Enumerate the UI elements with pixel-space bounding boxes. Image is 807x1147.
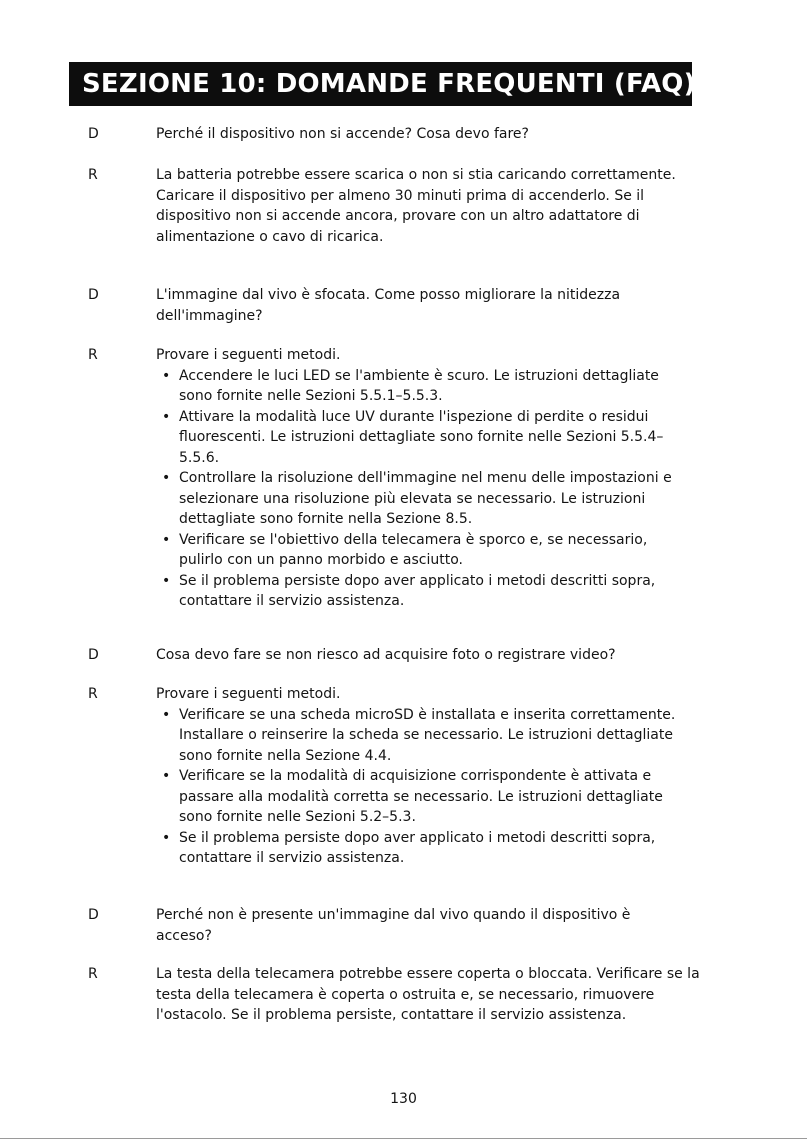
bullet-text: Controllare la risoluzione dell'immagine nel menu delle impostazioni e selezionare una risoluzione più elevata se necessario. Le istruzioni dettagliate sono fornite nella Sezione 8.5. — [179, 470, 672, 527]
bullet-item — [156, 407, 686, 469]
bullet-icon: • — [162, 531, 171, 548]
bullet-item — [156, 828, 694, 869]
page-bottom-rule — [0, 1138, 807, 1139]
answer-tag: R — [88, 347, 98, 363]
bullet-icon: • — [162, 367, 171, 384]
answer-tag: R — [88, 167, 98, 183]
bullet-text: Verificare se l'obiettivo della telecamera è sporco e, se necessario, pulirlo con un panno morbido e asciutto. — [179, 531, 648, 568]
bullet-icon: • — [162, 408, 171, 425]
bullet-item — [156, 530, 686, 571]
answer-tag: R — [88, 966, 98, 982]
answer-text: La testa della telecamera potrebbe essere coperta o bloccata. Verificare se la testa della telecamera è coperta o ostruita e, se necessario, rimuovere l'ostacolo. Se il problema persiste, contattare il servizio assistenza. — [156, 966, 700, 1023]
bullet-list — [156, 366, 686, 612]
question-tag: D — [88, 126, 99, 142]
bullet-icon: • — [162, 706, 171, 723]
question-tag: D — [88, 907, 99, 923]
bullet-text: Verificare se la modalità di acquisizione corrispondente è attivata e passare alla modalità corretta se necessario. Le istruzioni dettagliate sono fornite nelle Sezioni 5.2–5.3. — [179, 768, 663, 825]
answer-tag: R — [88, 686, 98, 702]
bullet-icon: • — [162, 572, 171, 589]
answer-body — [156, 684, 694, 869]
section-title: SEZIONE 10: DOMANDE FREQUENTI (FAQ) — [69, 62, 692, 106]
bullet-item — [156, 366, 686, 407]
bullet-text: Accendere le luci LED se l'ambiente è scuro. Le istruzioni dettagliate sono fornite nelle Sezioni 5.5.1–5.5.3. — [179, 367, 659, 404]
answer-intro: Provare i seguenti metodi. — [156, 686, 341, 702]
bullet-item — [156, 571, 686, 612]
bullet-item — [156, 468, 686, 530]
question-tag: D — [88, 287, 99, 303]
answer-intro: Provare i seguenti metodi. — [156, 347, 341, 363]
question-text: L'immagine dal vivo è sfocata. Come posso migliorare la nitidezza dell'immagine? — [156, 287, 621, 324]
bullet-icon: • — [162, 829, 171, 846]
answer-body — [156, 345, 686, 612]
question-tag: D — [88, 647, 99, 663]
bullet-icon: • — [162, 768, 171, 784]
bullet-item — [156, 766, 694, 828]
bullet-text: Se il problema persiste dopo aver applicato i metodi descritti sopra, contattare il servizio assistenza. — [179, 572, 656, 609]
bullet-text: Attivare la modalità luce UV durante l'ispezione di perdite o residui fluorescenti. Le istruzioni dettagliate sono fornite nelle Sezioni 5.5.4–5.5.6. — [179, 408, 664, 466]
page-number: 130 — [390, 1091, 417, 1107]
bullet-text: Se il problema persiste dopo aver applicato i metodi descritti sopra, contattare il servizio assistenza. — [179, 829, 656, 866]
bullet-text: Verificare se una scheda microSD è installata e inserita correttamente. Installare o reinserire la scheda se necessario. Le istruzioni dettagliate sono fornite nella Sezione 4.4. — [179, 706, 676, 764]
bullet-icon: • — [162, 470, 171, 486]
bullet-list — [156, 705, 694, 869]
answer-text: La batteria potrebbe essere scarica o non si stia caricando correttamente. Caricare il dispositivo per almeno 30 minuti prima di accenderlo. Se il dispositivo non si accende ancora, provare con un altro adattatore di alimentazione o cavo di ricarica. — [156, 167, 676, 245]
question-text: Perché il dispositivo non si accende? Cosa devo fare? — [156, 126, 529, 142]
question-text: Cosa devo fare se non riesco ad acquisire foto o registrare video? — [156, 647, 616, 663]
bullet-item — [156, 705, 694, 767]
question-text: Perché non è presente un'immagine dal vivo quando il dispositivo è acceso? — [156, 907, 631, 944]
